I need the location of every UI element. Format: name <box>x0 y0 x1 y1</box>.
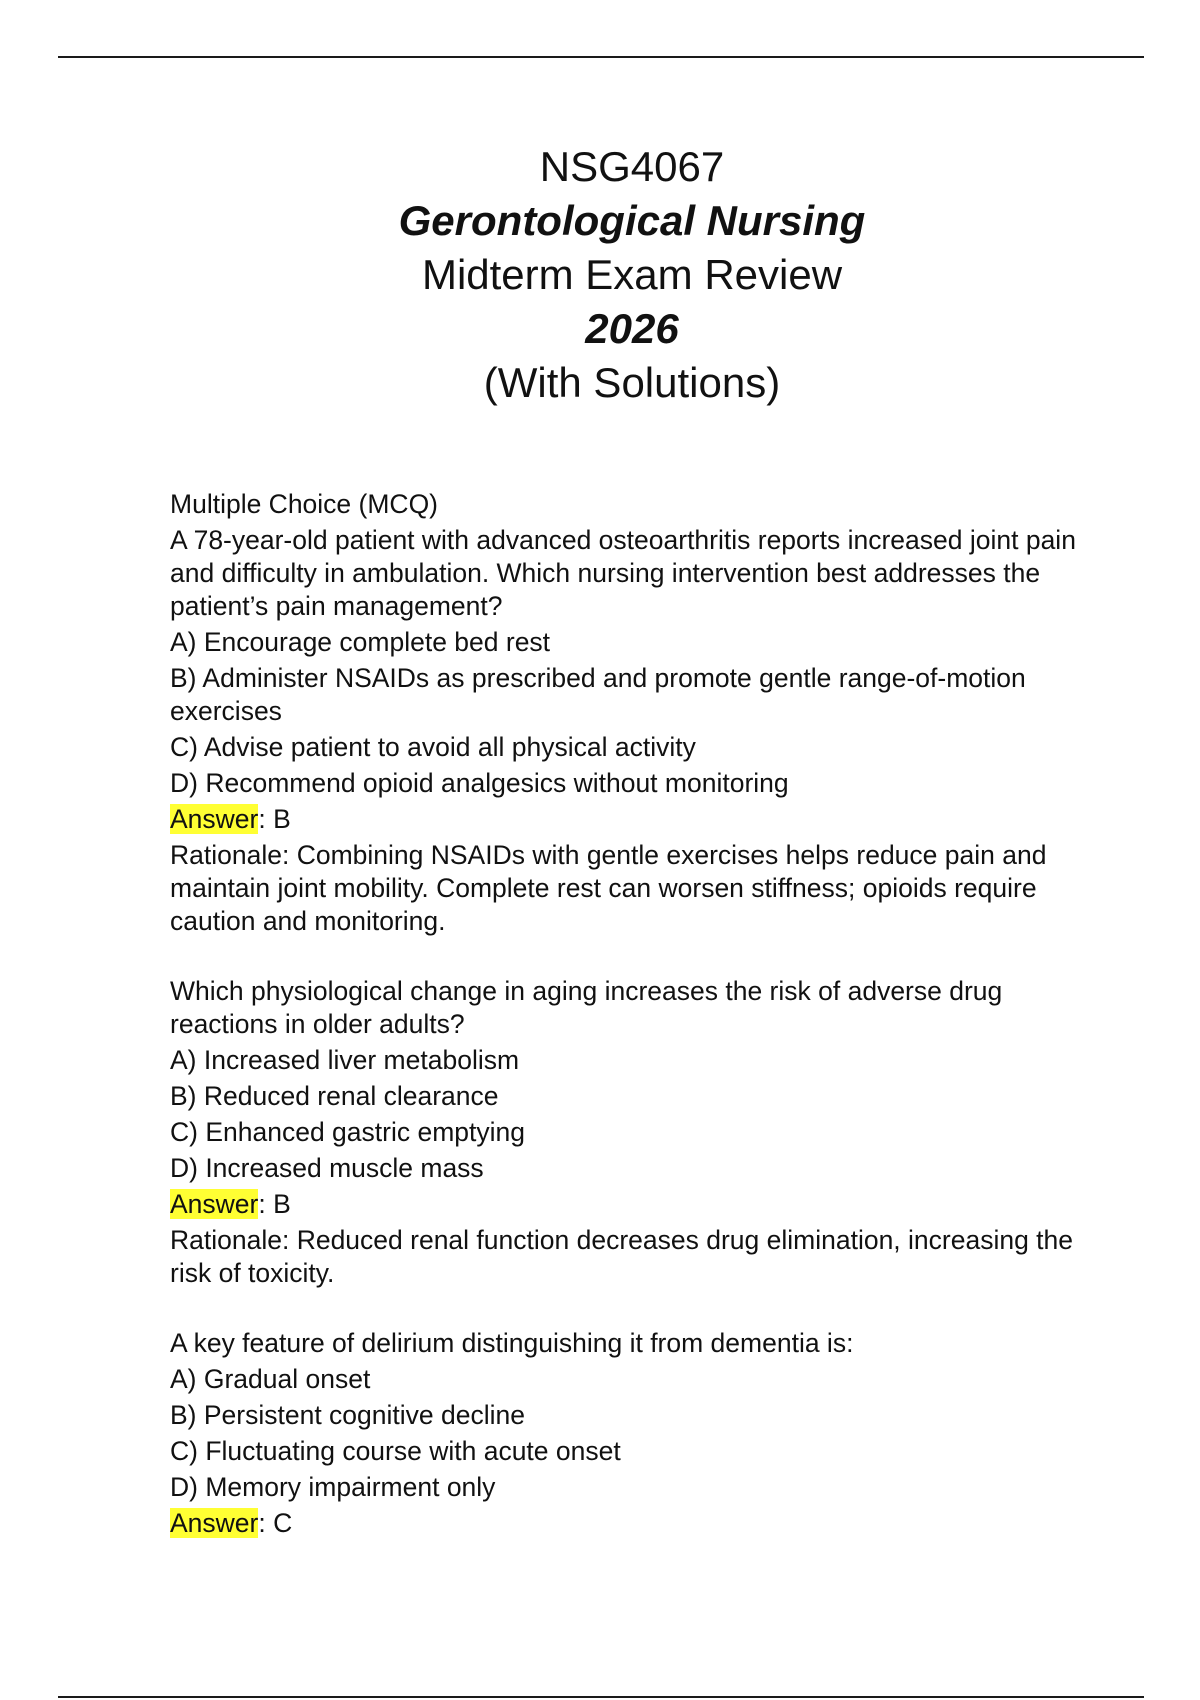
option-b: B) Reduced renal clearance <box>170 1081 499 1111</box>
bottom-rule <box>58 1696 1144 1698</box>
answer-value: : B <box>258 1189 291 1219</box>
option-d: D) Memory impairment only <box>170 1472 496 1502</box>
section-heading: Multiple Choice (MCQ) <box>170 489 439 519</box>
top-rule <box>58 56 1144 58</box>
answer-line <box>170 803 1090 836</box>
title-block <box>0 140 1200 410</box>
course-code: NSG4067 <box>539 143 725 190</box>
question-3 <box>170 1327 1090 1540</box>
option-d: D) Recommend opioid analgesics without monitoring <box>170 768 789 798</box>
question-1 <box>170 524 1090 938</box>
answer-label: Answer <box>170 1508 259 1538</box>
question-stem: A 78-year-old patient with advanced osteoarthritis reports increased joint pain and difficulty in ambulation. Which nursing intervention best addresses the patient’s pain management? <box>170 525 1076 621</box>
question-list <box>170 488 1090 1543</box>
question-gap <box>170 941 1090 975</box>
answer-value: : B <box>258 804 291 834</box>
question-stem: A key feature of delirium distinguishing it from dementia is: <box>170 1328 854 1358</box>
option-a: A) Encourage complete bed rest <box>170 627 551 657</box>
option-b: B) Administer NSAIDs as prescribed and promote gentle range-of-motion exercises <box>170 663 1026 726</box>
option-a: A) Increased liver metabolism <box>170 1045 520 1075</box>
rationale: Rationale: Reduced renal function decreases drug elimination, increasing the risk of toxicity. <box>170 1225 1074 1288</box>
option-c: C) Advise patient to avoid all physical activity <box>170 732 696 762</box>
question-stem: Which physiological change in aging increases the risk of adverse drug reactions in older adults? <box>170 976 1003 1039</box>
option-c: C) Enhanced gastric emptying <box>170 1117 525 1147</box>
course-name: Gerontological Nursing <box>398 197 866 244</box>
option-b: B) Persistent cognitive decline <box>170 1400 525 1430</box>
answer-line <box>170 1188 1090 1221</box>
exam-note: (With Solutions) <box>483 359 781 406</box>
option-c: C) Fluctuating course with acute onset <box>170 1436 621 1466</box>
option-a: A) Gradual onset <box>170 1364 371 1394</box>
question-2 <box>170 975 1090 1290</box>
answer-label: Answer <box>170 1189 259 1219</box>
exam-title: Midterm Exam Review <box>421 251 843 298</box>
rationale: Rationale: Combining NSAIDs with gentle exercises helps reduce pain and maintain joint mobility. Complete rest can worsen stiffness; opioids require caution and monitoring. <box>170 840 1047 936</box>
answer-label: Answer <box>170 804 259 834</box>
option-d: D) Increased muscle mass <box>170 1153 484 1183</box>
answer-line <box>170 1507 1090 1540</box>
exam-year: 2026 <box>585 305 679 352</box>
question-gap <box>170 1293 1090 1327</box>
answer-value: : C <box>258 1508 293 1538</box>
